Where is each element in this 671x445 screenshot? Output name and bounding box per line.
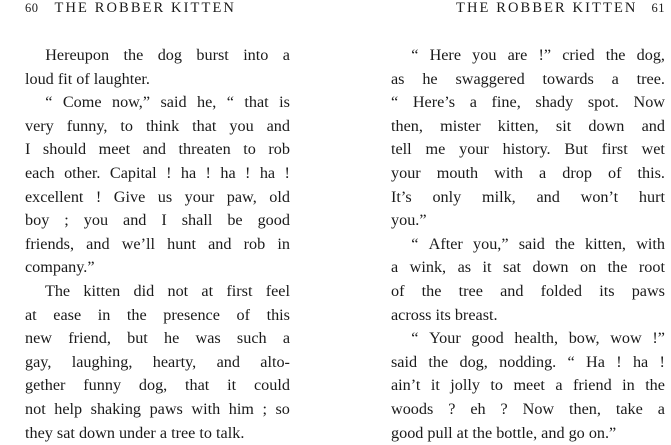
word: fine, [492,91,521,115]
word: “ [227,91,234,115]
word: “ [391,91,398,115]
word: he [422,68,437,92]
word: and [123,209,146,233]
word: ; [64,209,69,233]
word: ha [260,162,275,186]
word: alto- [260,351,290,375]
word: and [217,351,240,375]
word: he [164,327,179,351]
text-line [25,327,290,351]
word: it [431,374,440,398]
word: so [276,398,290,422]
word: kitten, [498,115,539,139]
running-head-title-right: THE ROBBER KITTEN [456,0,638,17]
word: friend [573,374,612,398]
page-right [336,0,671,424]
word: only [432,186,461,210]
text-line [25,186,290,210]
word: with [636,233,665,257]
word: ! [285,162,290,186]
text-line [391,68,665,92]
word: at [25,304,37,328]
word: funny [83,374,121,398]
word: threaten [179,138,231,162]
word: the [127,304,147,328]
word: gether [25,374,65,398]
word: paws [632,280,665,304]
word: this. [638,162,665,186]
word: not [25,398,46,422]
word: wow [610,327,641,351]
word: take [616,398,643,422]
word: paw, [227,186,257,210]
word: then, [391,115,423,139]
word: gay, [25,351,51,375]
word: feel [266,280,290,304]
text-line [391,256,665,280]
word: and [86,233,109,257]
word: kitten [83,280,120,304]
word: you [229,115,253,139]
word: paws [150,398,183,422]
word: into [243,44,268,68]
word: now,” [112,91,150,115]
text-line: you.” [391,209,665,233]
text-line [25,138,290,162]
page-left [0,0,336,424]
word: think [146,115,179,139]
word: us [158,186,172,210]
word: the [606,44,626,68]
word: did [134,280,155,304]
word: “ [391,233,418,257]
word: and [642,115,665,139]
word: shady [535,91,573,115]
word: hunt [167,233,196,257]
word: Ha [586,351,605,375]
word: and [500,280,523,304]
text-line [25,115,290,139]
text-line [391,351,665,375]
word: !” [538,44,551,68]
word: at [201,280,213,304]
word: the [422,280,442,304]
word: sat [503,256,521,280]
word: could [254,374,290,398]
word: dog, [637,44,665,68]
word: Hereupon [25,44,109,68]
text-line [25,91,290,115]
word: we’ll [122,233,155,257]
word: ! [166,162,171,186]
word: ? [448,398,455,422]
word: of [608,162,621,186]
word: you,” [473,233,509,257]
text-line [25,280,290,304]
text-line [391,398,665,422]
text-line [391,374,665,398]
word: a [391,256,398,280]
word: “ [391,44,418,68]
word: burst [196,44,228,68]
word: is [279,91,290,115]
text-line: company.” [25,256,290,280]
word: sit [556,115,571,139]
word: hearty, [153,351,196,375]
word: of [391,280,404,304]
word: the [645,374,665,398]
word: ! [616,351,621,375]
word: eh [470,398,485,422]
running-head-right [391,0,665,44]
word: root [639,256,665,280]
word: the [123,44,143,68]
text-line: good pull at the bottle, and go on.” [391,422,665,445]
word: as [458,256,471,280]
word: Give [114,186,145,210]
word: funny, [67,115,108,139]
word: wink, [410,256,446,280]
word: health, [514,327,558,351]
word: Capital [110,162,157,186]
word: tree [459,280,483,304]
word: Now [523,398,554,422]
word: kitten, [585,233,626,257]
word: down [588,115,624,139]
word: ! [206,162,211,186]
word: Here’s [413,91,455,115]
word: said [391,351,417,375]
word: down [533,256,569,280]
word: laughing, [72,351,133,375]
word: It’s [391,186,412,210]
word: Come [63,91,102,115]
word: ; [262,398,267,422]
word: nodding. [499,351,556,375]
word: it [227,374,236,398]
word: was [196,327,221,351]
word: old [269,186,290,210]
word: and [143,138,166,162]
word: its [599,280,614,304]
word: your [459,138,489,162]
word: and [267,115,290,139]
word: your [185,186,215,210]
word: on [580,256,596,280]
word: shall [182,209,213,233]
word: your [391,162,421,186]
word: other. [64,162,100,186]
word: with [191,398,220,422]
word: folded [541,280,582,304]
word: a [658,398,665,422]
word: should [43,138,86,162]
page-number-right: 61 [652,1,666,16]
word: Here [430,44,461,68]
word: and [537,186,560,210]
word: dog [158,44,182,68]
word: it [483,256,492,280]
word: towards [543,68,594,92]
text-line: loud fit of laughter. [25,68,290,92]
word: first [226,280,252,304]
text-line [25,374,290,398]
text-line: across its breast. [391,304,665,328]
word: Your [429,327,461,351]
word: good [258,209,290,233]
word: that [192,115,216,139]
word: in [98,304,111,328]
word: said [519,233,545,257]
word: I [161,209,166,233]
text-line [391,280,665,304]
word: rob [244,233,266,257]
running-head-title-left: THE ROBBER KITTEN [55,0,237,17]
text-line [25,304,290,328]
word: dog, [139,374,167,398]
word: ha [181,162,196,186]
word: a [283,44,290,68]
text-line [25,209,290,233]
word: history. [503,138,551,162]
word: rob [268,138,290,162]
word: a [555,374,562,398]
word: ? [501,398,508,422]
text-line [25,233,290,257]
word: milk, [482,186,516,210]
word: presence [163,304,220,328]
word: “ [391,327,418,351]
word: bow, [569,327,600,351]
word: Now [634,91,665,115]
word: new [25,327,52,351]
word: said [160,91,186,115]
word: to [120,115,133,139]
word: he, [197,91,216,115]
text-line [25,44,290,68]
word: such [237,327,267,351]
word: ha [220,162,235,186]
text-line [391,138,665,162]
word: ! [96,186,101,210]
word: that [185,374,209,398]
text-line [391,233,665,257]
word: tell [391,138,412,162]
word: as [391,68,404,92]
word: ain’t [391,374,420,398]
word: the [555,233,575,257]
word: be [227,209,242,233]
word: you [472,44,496,68]
word: friend, [68,327,111,351]
word: woods [391,398,433,422]
word: are [508,44,528,68]
word: I [25,138,30,162]
word: a [612,68,619,92]
word: to [490,374,503,398]
word: !” [652,327,665,351]
word: “ [568,351,575,375]
text-line [391,44,665,68]
word: swaggered [455,68,524,92]
word: this [267,304,290,328]
word: shaking [91,398,141,422]
text-line [25,351,290,375]
word: first [602,138,628,162]
word: meet [513,374,544,398]
word: tree. [637,68,665,92]
text-line [391,162,665,186]
word: wet [642,138,665,162]
word: friends, [25,233,74,257]
word: spot. [588,91,619,115]
word: hurt [639,186,665,210]
word: of [237,304,250,328]
page-number-left: 60 [25,1,39,16]
text-line [391,115,665,139]
word: cried [562,44,594,68]
text-line [25,398,290,422]
word: in [622,374,635,398]
text-line [391,91,665,115]
word: mouth [437,162,478,186]
word: then, [569,398,601,422]
word: won’t [581,186,618,210]
word: very [25,115,54,139]
word: with [494,162,523,186]
word: “ [25,91,52,115]
word: a [283,327,290,351]
word: good [471,327,503,351]
word: you [84,209,108,233]
word: excellent [25,186,83,210]
word: in [277,233,290,257]
word: a [539,162,546,186]
word: me [426,138,446,162]
word: that [244,91,268,115]
word: meet [99,138,130,162]
word: mister [440,115,480,139]
word: but [127,327,148,351]
word: the [428,351,448,375]
word: to [243,138,256,162]
word: dog, [459,351,487,375]
word: But [564,138,587,162]
body-text-right [391,44,665,445]
text-line [25,162,290,186]
word: drop [562,162,592,186]
word: jolly [450,374,480,398]
word: him [229,398,254,422]
text-line [391,327,665,351]
word: help [54,398,82,422]
body-text-left [25,44,290,445]
word: boy [25,209,49,233]
word: ! [660,351,665,375]
word: ease [53,304,81,328]
word: each [25,162,55,186]
word: ha [633,351,648,375]
word: a [470,91,477,115]
word: After [429,233,463,257]
word: not [167,280,188,304]
word: and [208,233,231,257]
text-line: they sat down under a tree to talk. [25,422,290,445]
running-head-left [25,0,290,44]
word: ! [245,162,250,186]
text-line [391,186,665,210]
word: the [608,256,628,280]
word: The [25,280,70,304]
